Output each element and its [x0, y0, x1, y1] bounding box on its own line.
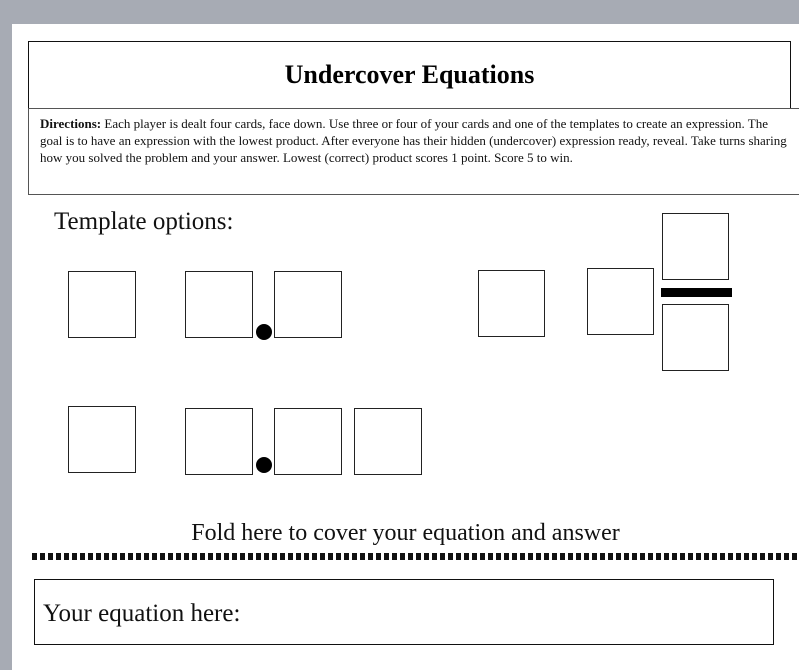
template-3-box-a [68, 406, 136, 473]
template-2-box-a [478, 270, 545, 337]
template-2-box-b [587, 268, 654, 335]
directions-box [28, 108, 799, 195]
fold-dotted-line [32, 553, 799, 560]
directions-text: Each player is dealt four cards, face down. Use three or four of your cards and one of the templates to create an expression. The goal is to have an expression with the lowest product. After everyone has their hidden (undercover) expression ready, reveal. Take turns sharing how you solved the problem and your answer. Lowest (correct) product scores 1 point. Score 5 to win. [40, 116, 787, 166]
template-3-box-c [274, 408, 342, 475]
directions-label: Directions: [40, 116, 102, 131]
fold-instruction: Fold here to cover your equation and answer [191, 520, 620, 546]
equation-label: Your equation here: [43, 600, 241, 627]
fraction-bar-icon [661, 288, 732, 297]
decimal-point-icon [256, 324, 272, 340]
title-box [28, 41, 791, 109]
template-1-box-b [185, 271, 253, 338]
worksheet-page [12, 24, 799, 670]
template-3-box-b [185, 408, 253, 475]
equation-box[interactable] [34, 579, 774, 645]
template-3-box-d [354, 408, 422, 475]
template-options-label: Template options: [54, 208, 234, 235]
template-1-box-c [274, 271, 342, 338]
template-1-box-a [68, 271, 136, 338]
decimal-point-icon [256, 457, 272, 473]
fraction-denominator-box [662, 304, 729, 371]
page-title: Undercover Equations [284, 60, 535, 89]
fraction-numerator-box [662, 213, 729, 280]
